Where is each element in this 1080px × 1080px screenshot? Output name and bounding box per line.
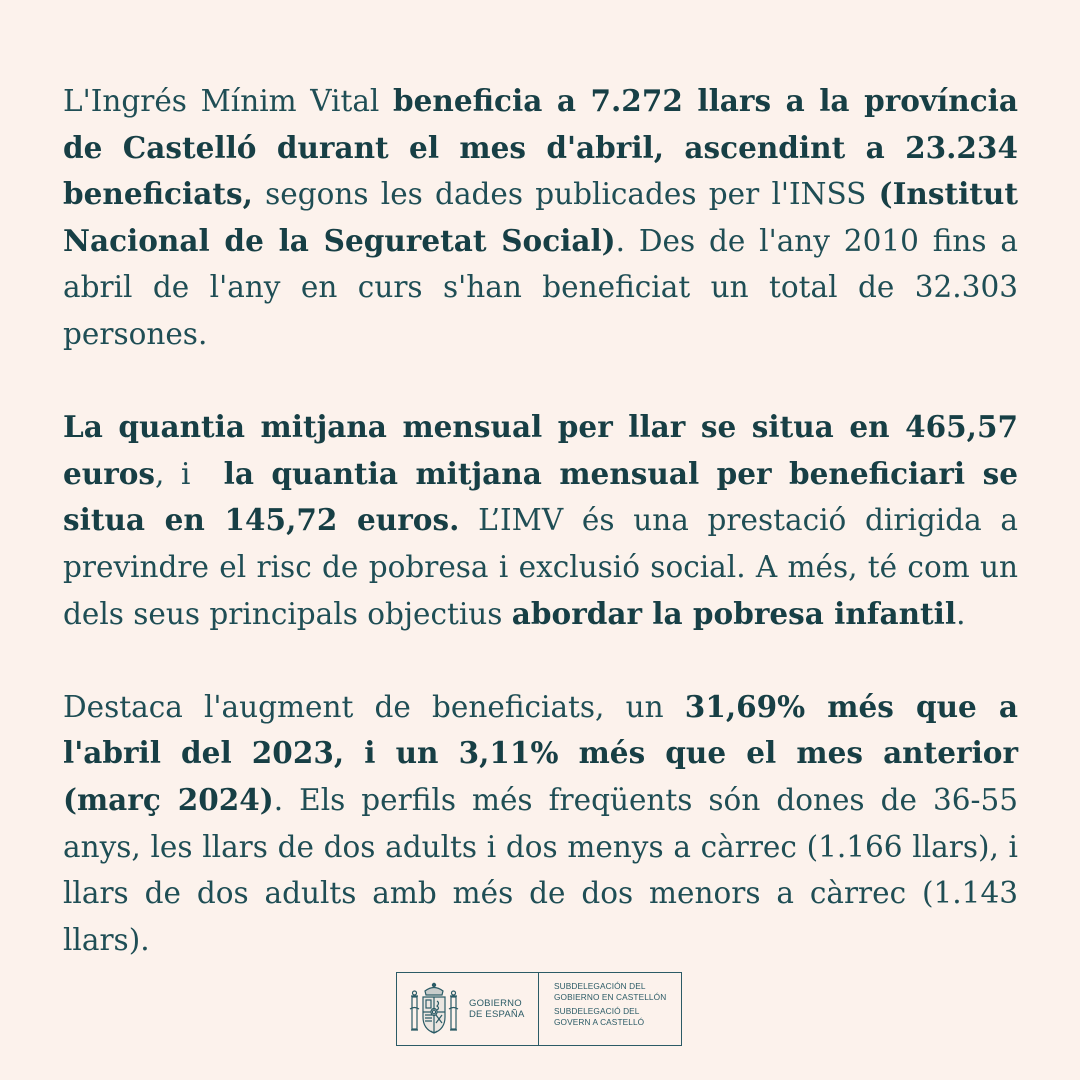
text-segment: . Els perfils més freqüents són dones de 36-55 anys, les llars de dos adults i dos menys a càrrec (1.166 llars), i llars de dos adults amb més de dos menors a càrrec (1.143 llars).: [63, 782, 1018, 957]
bold-segment: La quantia mitjana mensual per llar se situa en 465,57 euros: [63, 409, 1018, 491]
bold-segment: la quantia mitjana mensual per beneficiari se situa en 145,72 euros.: [63, 455, 1018, 538]
subdelegation-text: [539, 973, 681, 1045]
bold-segment: abordar la pobresa infantil: [511, 595, 957, 631]
gov-line-1: GOBIERNO: [469, 998, 522, 1009]
subdelegation-ca-line-2: GOVERN A CASTELLÓ: [554, 1016, 645, 1027]
subdelegation-ca-line-1: SUBDELEGACIÓ DEL: [554, 1006, 640, 1016]
text-segment: .: [956, 596, 966, 631]
subdelegation-es-line-2: GOBIERNO EN CASTELLÓN: [554, 991, 667, 1002]
bold-segment: 31,69% més que a l'abril del 2023, i un 3,11% més que el mes anterior (març 2024): [63, 688, 1019, 817]
subdelegation-es-line-1: SUBDELEGACIÓN DEL: [554, 981, 646, 991]
text-segment: , i: [155, 456, 224, 491]
article-body: [63, 78, 1018, 963]
gobierno-de-espana-text: [469, 998, 524, 1020]
paragraph-average-amount: [63, 404, 1018, 637]
subdelegation-catalan: [554, 1006, 681, 1027]
subdelegation-spanish: [554, 981, 681, 1002]
text-segment: Destaca l'augment de beneficiats, un: [63, 689, 685, 724]
text-segment: segons les dades publicades per l'INSS: [252, 177, 879, 212]
gov-line-2: DE ESPAÑA: [469, 1009, 525, 1020]
text-segment: L’IMV és una prestació dirigida a previndre el risc de pobresa i exclusió social. A més, té com un dels seus principals objectius: [63, 503, 1019, 631]
text-segment: L'Ingrés Mínim Vital: [63, 84, 393, 118]
bold-segment: (Institut Nacional de la Seguretat Social): [63, 176, 1018, 258]
spain-coat-of-arms-icon: [407, 979, 461, 1039]
government-logo: [396, 972, 682, 1046]
bold-segment: beneficia a 7.272 llars a la província de Castelló durant el mes d'abril, ascendint a 23.234 beneficiats,: [63, 83, 1018, 212]
text-segment: . Des de l'any 2010 fins a abril de l'any en curs s'han beneficiat un total de 32.303 persones.: [63, 223, 1018, 351]
paragraph-imv-beneficiaries: [63, 78, 1018, 358]
paragraph-growth-profiles: [63, 684, 1018, 964]
gobierno-de-espana-logo: [397, 973, 539, 1045]
